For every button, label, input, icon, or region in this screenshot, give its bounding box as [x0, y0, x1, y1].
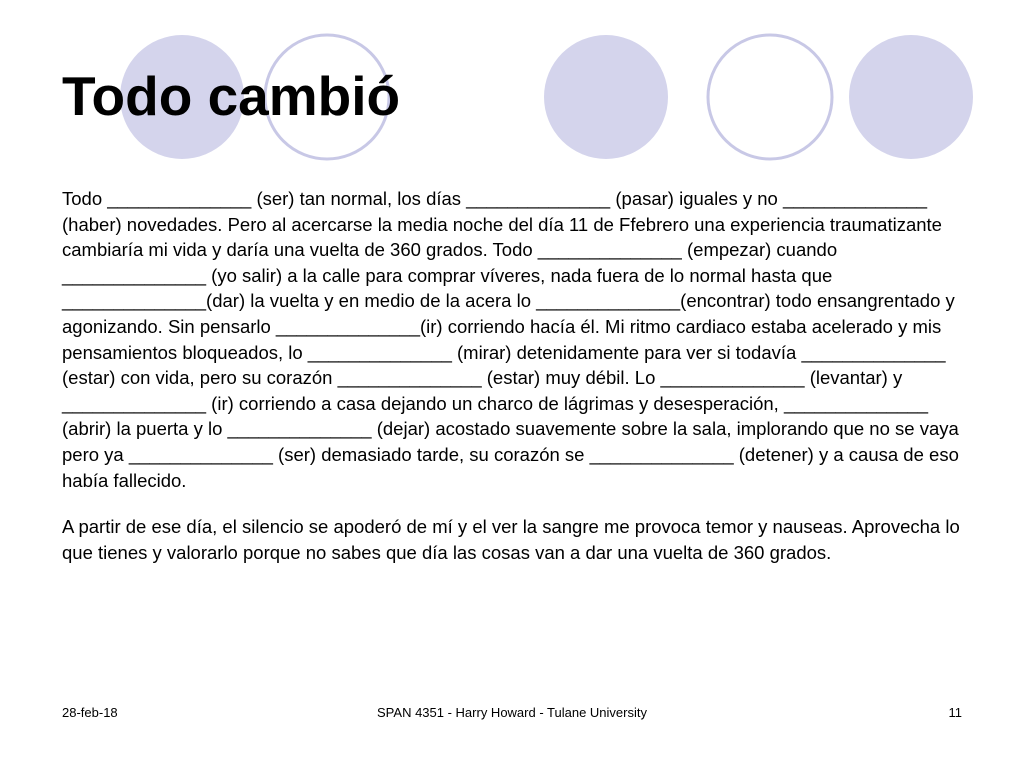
- footer-page-number: 11: [948, 705, 962, 720]
- decor-circle-3: [544, 35, 668, 159]
- slide-title: Todo cambió: [62, 65, 401, 127]
- story-paragraph: Todo ______________ (ser) tan normal, los días ______________ (pasar) iguales y no ______________ (haber) novedades. Pero al acercarse la media noche del día 11 de Ffebrero una experiencia traumatizante cambiaría mi vida y daría una vuelta de 360 grados. Todo ______________ (empezar) cuando ______________ (yo salir) a la calle para comprar víveres, nada fuera de lo normal hasta que ______________(dar) la vuelta y en medio de la acera lo ______________(encontrar) todo ensangrentado y agonizando. Sin pensarlo ______________(ir) corriendo hacía él. Mi ritmo cardiaco estaba acelerado y mis pensamientos bloqueados, lo ______________ (mirar) detenidamente para ver si todavía ______________ (estar) con vida, pero su corazón ______________ (estar) muy débil. Lo ______________ (levantar) y ______________ (ir) corriendo a casa dejando un charco de lágrimas y desesperación, ______________ (abrir) la puerta y lo ______________ (dejar) acostado suavemente sobre la sala, implorando que no se vaya pero ya ______________ (ser) demasiado tarde, su corazón se ______________ (detener) y a causa de eso había fallecido.: [62, 188, 959, 491]
- footer-date: 28-feb-18: [62, 705, 118, 720]
- decor-circle-5: [849, 35, 973, 159]
- decor-circle-4: [708, 35, 832, 159]
- slide-body: [62, 186, 972, 565]
- footer-course: SPAN 4351 - Harry Howard - Tulane University: [377, 705, 647, 720]
- closing-paragraph: A partir de ese día, el silencio se apoderó de mí y el ver la sangre me provoca temor y nauseas. Aprovecha lo que tienes y valorarlo porque no sabes que día las cosas van a dar una vuelta de 360 grados.: [62, 516, 960, 563]
